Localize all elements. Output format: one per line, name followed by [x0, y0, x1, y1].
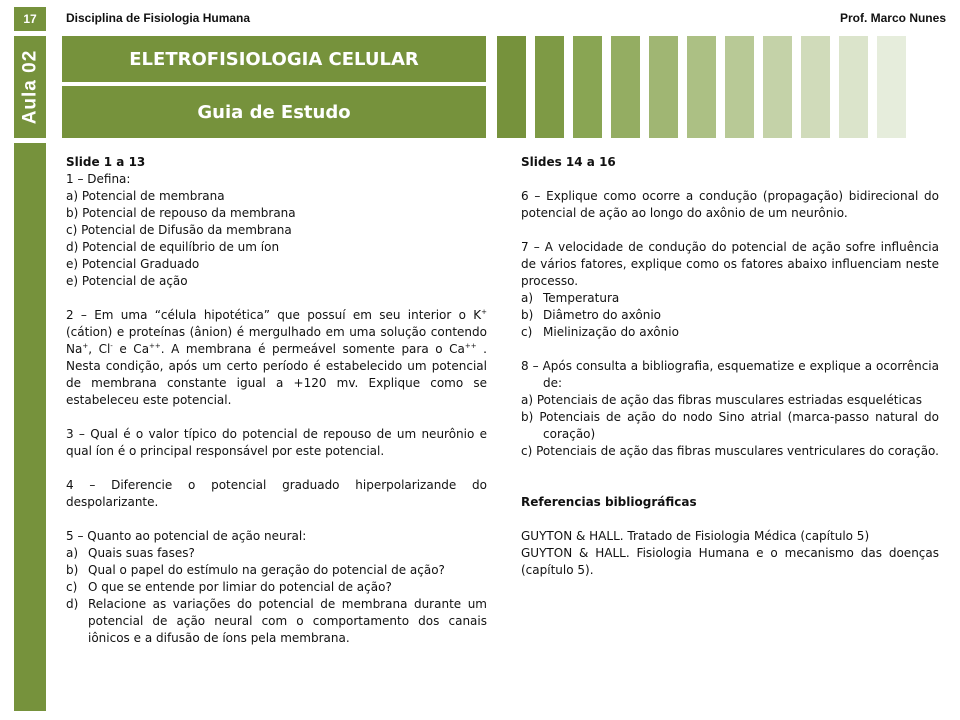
list-item: d) Relacione as variações do potencial de membrana durante um potencial de ação neural com o comportamento dos canais iônicos e a difusão de íons pela membrana. — [66, 597, 487, 645]
question-8-intro: 8 – Após consulta a bibliografia, esquematize e explique a ocorrência de: — [521, 359, 939, 390]
question-1-intro: 1 – Defina: — [66, 172, 131, 186]
list-item: c) Potencial de Difusão da membrana — [66, 223, 292, 237]
list-item: a) Potenciais de ação das fibras musculares estriadas esqueléticas — [521, 393, 922, 407]
list-item: b) Potenciais de ação do nodo Sino atrial (marca-passo natural do coração) — [521, 410, 939, 441]
list-item: a) Temperatura — [521, 291, 620, 305]
list-item: e) Potencial Graduado — [66, 257, 200, 271]
question-7-intro: 7 – A velocidade de condução do potencial de ação sofre influência de vários fatores, explique como os fatores abaixo influenciam neste processo. — [521, 240, 939, 288]
decorative-stripe — [763, 36, 792, 138]
list-item: d) Potencial de equilíbrio de um íon — [66, 240, 280, 254]
course-name: Disciplina de Fisiologia Humana — [66, 11, 251, 25]
list-item: c) O que se entende por limiar do potencial de ação? — [66, 580, 392, 594]
lesson-tab — [14, 36, 46, 138]
decorative-stripe — [611, 36, 640, 138]
decorative-stripe — [535, 36, 564, 138]
section-heading-right: Slides 14 a 16 — [521, 155, 616, 169]
decorative-stripe — [725, 36, 754, 138]
list-item: b) Qual o papel do estímulo na geração do potencial de ação? — [66, 563, 445, 577]
references-heading: Referencias bibliográficas — [521, 495, 697, 509]
list-item: b) Potencial de repouso da membrana — [66, 206, 296, 220]
question-2: 2 – Em uma “célula hipotética” que possuí em seu interior o K+ (cátion) e proteínas (ânion) é mergulhado em uma solução contendo Na+, Cl- e Ca++. A membrana é permeável somente para o Ca++ . Nesta condição, após um certo período é estabelecido um potencial de membrana constante igual a +120 mv. Explique como se estabeleceu este potencial. — [66, 308, 487, 407]
page-title: ELETROFISIOLOGIA CELULAR — [62, 36, 486, 82]
question-3: 3 – Qual é o valor típico do potencial de repouso de um neurônio e qual íon é o principal responsável por este potencial. — [66, 427, 487, 458]
reference-item: GUYTON & HALL. Fisiologia Humana e o mecanismo das doenças (capítulo 5). — [521, 546, 939, 577]
list-item: a) Quais suas fases? — [66, 546, 195, 560]
section-heading-left: Slide 1 a 13 — [66, 155, 146, 169]
page-subtitle: Guia de Estudo — [62, 86, 486, 138]
question-5-intro: 5 – Quanto ao potencial de ação neural: — [66, 529, 307, 543]
decorative-stripe — [877, 36, 906, 138]
decorative-stripe — [687, 36, 716, 138]
list-item: a) Potencial de membrana — [66, 189, 225, 203]
lesson-label: Aula 02 — [19, 49, 40, 125]
list-item: c) Potenciais de ação das fibras musculares ventriculares do coração. — [521, 444, 939, 458]
left-column — [66, 154, 487, 647]
decorative-stripe — [573, 36, 602, 138]
right-column — [521, 154, 939, 579]
page-number: 17 — [14, 7, 46, 31]
list-item: c) Mielinização do axônio — [521, 325, 679, 339]
decorative-stripe — [649, 36, 678, 138]
decorative-stripe — [497, 36, 526, 138]
decorative-stripe — [801, 36, 830, 138]
question-6: 6 – Explique como ocorre a condução (propagação) bidirecional do potencial de ação ao longo do axônio de um neurônio. — [521, 189, 939, 220]
list-item: b) Diâmetro do axônio — [521, 308, 662, 322]
list-item: e) Potencial de ação — [66, 274, 188, 288]
decorative-stripe — [839, 36, 868, 138]
reference-item: GUYTON & HALL. Tratado de Fisiologia Médica (capítulo 5) — [521, 529, 870, 543]
side-bar — [14, 143, 46, 711]
professor-name: Prof. Marco Nunes — [839, 11, 946, 25]
question-4: 4 – Diferencie o potencial graduado hiperpolarizande do despolarizante. — [66, 478, 487, 509]
